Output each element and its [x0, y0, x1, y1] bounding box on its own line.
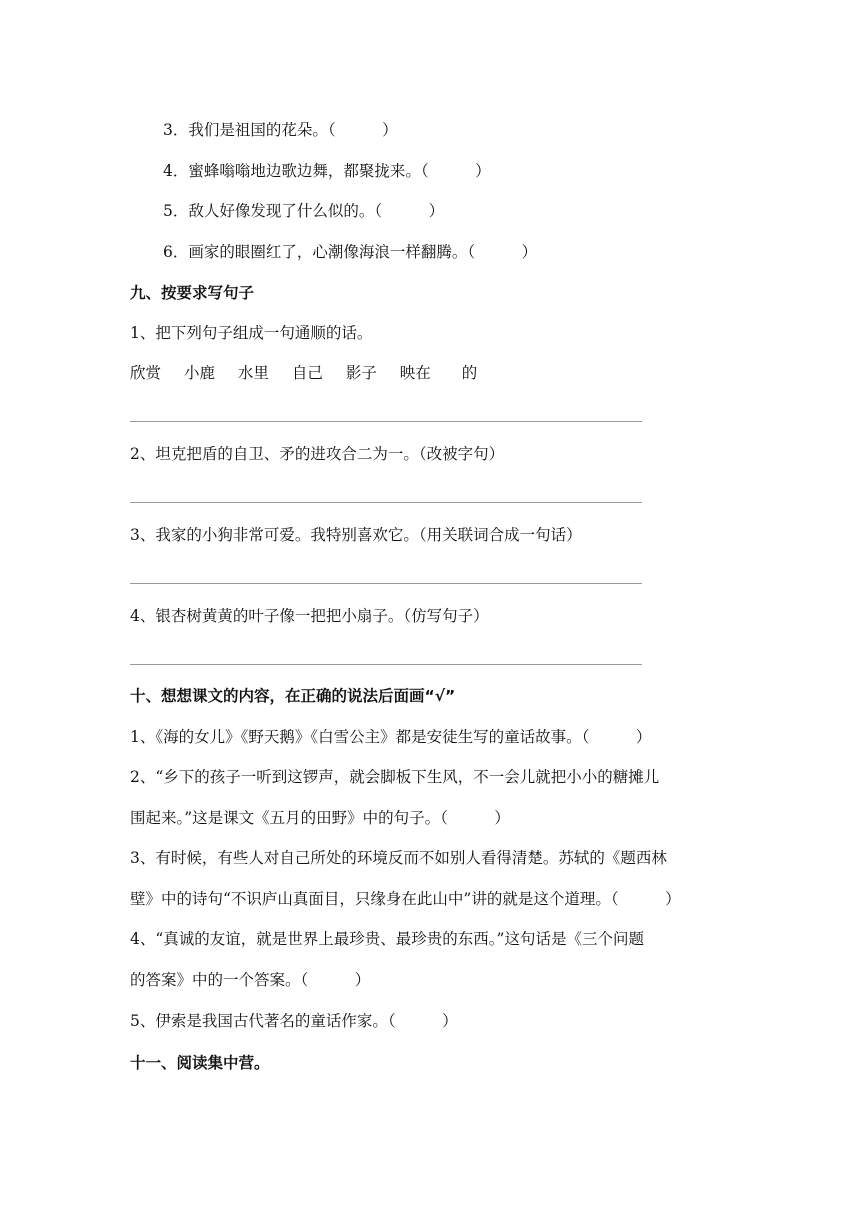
word: 欣赏: [130, 364, 162, 382]
judgement-line: 2、“乡下的孩子一听到这锣声，就会脚板下生风，不一会儿就把小小的糖摊儿: [130, 768, 660, 786]
word: 小鹿: [183, 364, 215, 382]
question-9-2: 2、坦克把盾的自卫、矛的进攻合二为一。（改被字句）: [130, 445, 505, 463]
section-heading-10: 十、想想课文的内容，在正确的说法后面画“√”: [130, 687, 456, 705]
sentence-item-6: 6．画家的眼圈红了，心潮像海浪一样翻腾。（ ）: [163, 243, 538, 261]
judgement-line: 5、伊索是我国古代著名的童话作家。（ ）: [130, 1012, 458, 1030]
question-9-4: 4、银杏树黄黄的叶子像一把把小扇子。（仿写句子）: [130, 607, 489, 625]
judgement-line: 的答案》中的一个答案。（ ）: [130, 971, 371, 989]
word: 水里: [237, 364, 269, 382]
judgement-line: 围起来。”这是课文《五月的田野》中的句子。（ ）: [130, 809, 510, 827]
question-9-3: 3、我家的小狗非常可爱。我特别喜欢它。（用关联词合成一句话）: [130, 526, 582, 544]
word: 影子: [345, 364, 377, 382]
section-heading-9: 九、按要求写句子: [130, 284, 255, 302]
answer-line[interactable]: [130, 664, 642, 665]
sentence-item-3: 3．我们是祖国的花朵。（ ）: [163, 121, 398, 139]
answer-line[interactable]: [130, 421, 642, 422]
judgement-line: 壁》中的诗句“不识庐山真面目，只缘身在此山中”讲的就是这个道理。（ ）: [130, 890, 681, 908]
judgement-line: 1、《海的女儿》《野天鹅》《白雪公主》都是安徒生写的童话故事。（ ）: [130, 728, 652, 746]
answer-line[interactable]: [130, 502, 642, 503]
sentence-item-4: 4．蜜蜂嗡嗡地边歌边舞，都聚拢来。（ ）: [163, 162, 491, 180]
question-9-1: 1、把下列句子组成一句通顺的话。: [130, 324, 373, 342]
answer-line[interactable]: [130, 583, 642, 584]
word-bank: [130, 363, 495, 383]
sentence-item-5: 5．敌人好像发现了什么似的。（ ）: [163, 202, 445, 220]
word: 的: [461, 364, 478, 382]
word: 自己: [291, 364, 323, 382]
word: 映在: [399, 364, 431, 382]
section-heading-11: 十一、阅读集中营。: [130, 1054, 270, 1072]
judgement-line: 3、有时候，有些人对自己所处的环境反而不如别人看得清楚。苏轼的《题西林: [130, 849, 667, 867]
judgement-line: 4、“真诚的友谊，就是世界上最珍贵、最珍贵的东西。”这句话是《三个问题: [130, 930, 644, 948]
